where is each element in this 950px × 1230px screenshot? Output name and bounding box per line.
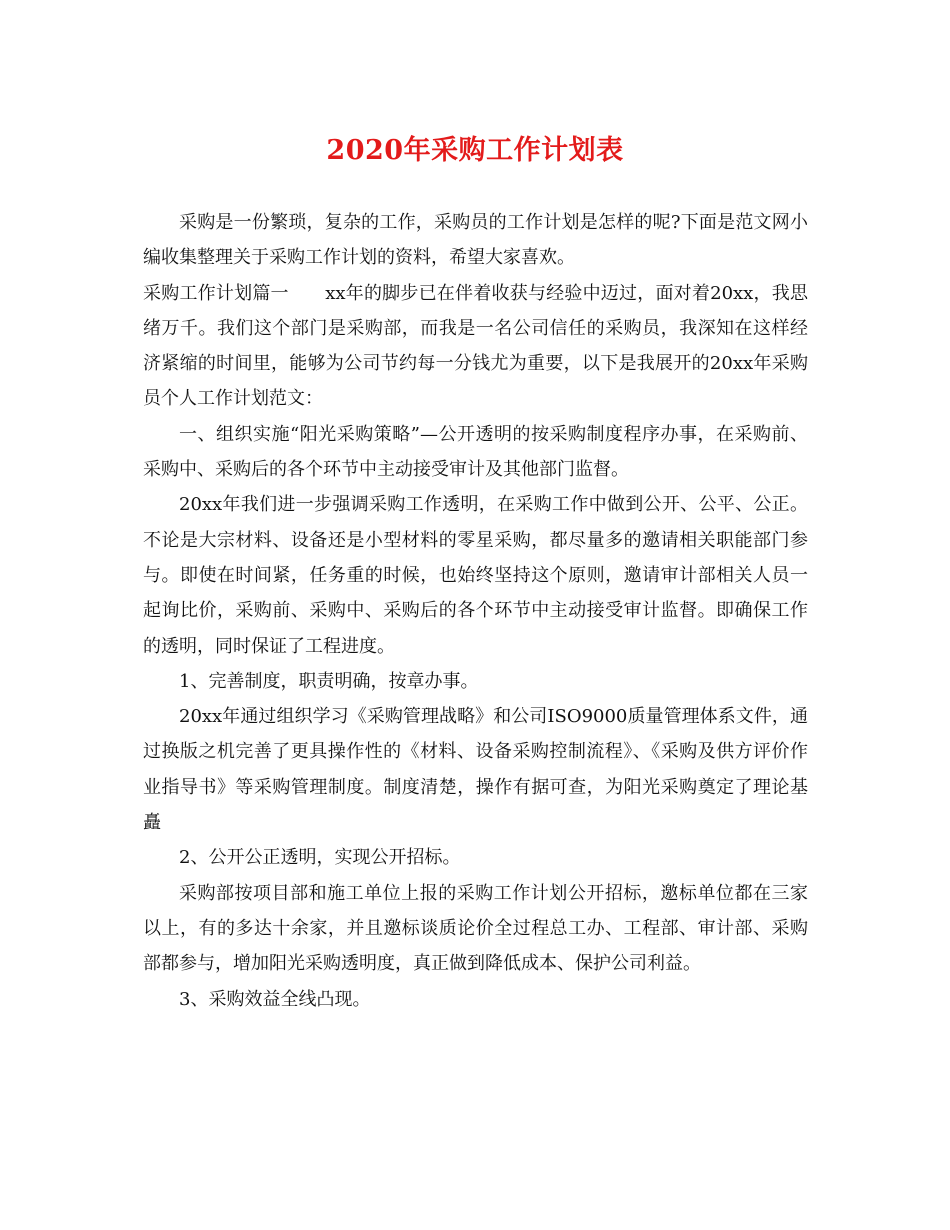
document-body	[143, 205, 808, 1017]
paragraph-transparency: 20xx年我们进一步强调采购工作透明，在采购工作中做到公开、公平、公正。不论是大宗材料、设备还是小型材料的零星采购，都尽量多的邀请相关职能部门参与。即使在时间紧，任务重的时候，也始终坚持这个原则，邀请审计部相关人员一起询比价，采购前、采购中、采购后的各个环节中主动接受审计监督。即确保工作的透明，同时保证了工程进度。	[143, 494, 808, 657]
document-title: 2020年采购工作计划表	[326, 135, 624, 166]
paragraph-intro: 采购是一份繁琐，复杂的工作，采购员的工作计划是怎样的呢?下面是范文网小编收集整理关于采购工作计划的资料，希望大家喜欢。	[143, 212, 808, 269]
paragraph-plan-one: 采购工作计划篇一 xx年的脚步已在伴着收获与经验中迈过，面对着20xx，我思绪万千。我们这个部门是采购部，而我是一名公司信任的采购员，我深知在这样经济紧缩的时间里，能够为公司节约每一分钱尤为重要，以下是我展开的20xx年采购员个人工作计划范文：	[143, 282, 808, 410]
paragraph-item-1-body: 20xx年通过组织学习《采购管理战略》和公司ISO9000质量管理体系文件，通过换版之机完善了更具操作性的《材料、设备采购控制流程》、《采购及供方评价作业指导书》等采购管理制度。制度清楚，操作有据可查，为阳光采购奠定了理论基矗	[143, 706, 808, 834]
paragraph-section-one: 一、组织实施“阳光采购策略”—公开透明的按采购制度程序办事，在采购前、采购中、采购后的各个环节中主动接受审计及其他部门监督。	[143, 423, 808, 481]
paragraph-item-1-heading: 1、完善制度，职责明确，按章办事。	[179, 670, 479, 692]
paragraph-item-2-heading: 2、公开公正透明，实现公开招标。	[179, 847, 461, 869]
paragraph-item-2-body: 采购部按项目部和施工单位上报的采购工作计划公开招标，邀标单位都在三家以上，有的多达十余家，并且邀标谈质论价全过程总工办、工程部、审计部、采购部都参与，增加阳光采购透明度，真正做到降低成本、保护公司利益。	[143, 882, 808, 975]
paragraph-item-3-heading: 3、采购效益全线凸现。	[179, 988, 371, 1010]
